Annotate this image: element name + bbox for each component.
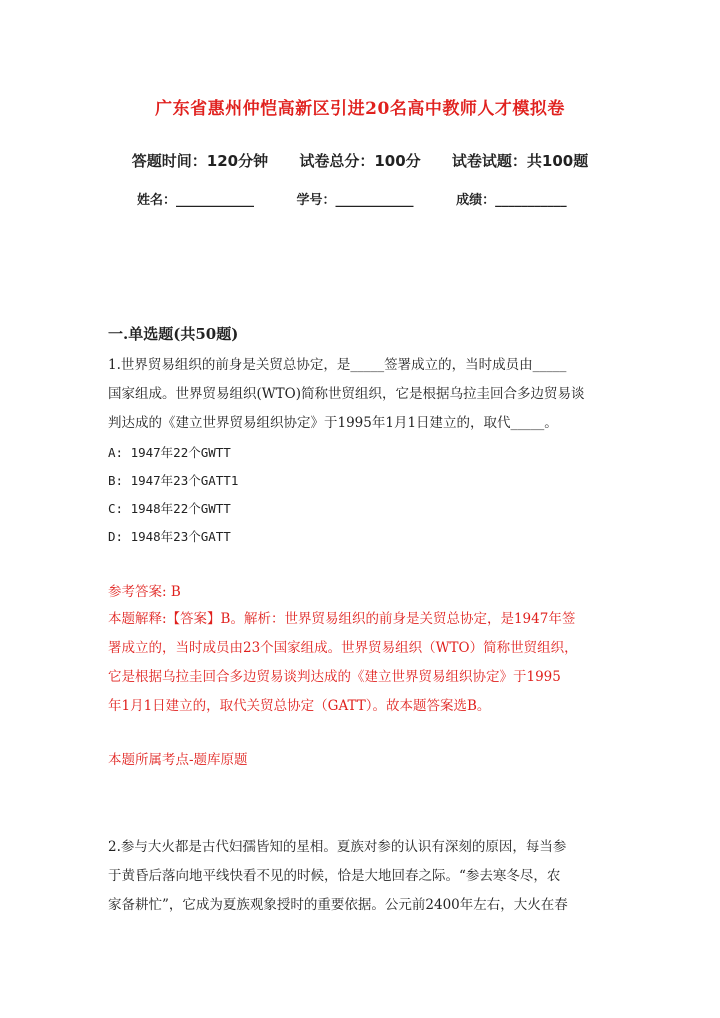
student-fields (137, 189, 617, 208)
explanation-line-1: 本题解释:【答案】B。解析：世界贸易组织的前身是关贸总协定，是1947年签 (108, 611, 576, 627)
question-1-line-3: 判达成的《建立世界贸易组织协定》于1995年1月1日建立的，取代_____。 (108, 415, 558, 431)
option-b: B: 1947年23个GATT1 (108, 473, 239, 488)
exam-question-count: 试卷试题：共100题 (451, 152, 589, 170)
exam-total-score: 试卷总分：100分 (299, 152, 421, 170)
answer: 参考答案: B (108, 584, 181, 600)
section-title: 一.单选题(共50题) (108, 325, 239, 343)
question-1-line-1: 1.世界贸易组织的前身是关贸总协定，是_____签署成立的，当时成员由_____ (108, 357, 567, 373)
question-1-line-2: 国家组成。世界贸易组织(WTO)简称世贸组织，它是根据乌拉圭回合多边贸易谈 (108, 386, 585, 402)
question-2-line-3: 家备耕忙”，它成为夏族观象授时的重要依据。公元前2400年左右，大火在春 (108, 897, 568, 913)
name-field: 姓名：____________ (137, 193, 255, 208)
explanation-line-2: 署成立的，当时成员由23个国家组成。世界贸易组织（WTO）简称世贸组织， (108, 640, 578, 656)
explanation-line-4: 年1月1日建立的，取代关贸总协定（GATT）。故本题答案选B。 (108, 698, 491, 714)
question-2-line-2: 于黄昏后落向地平线快看不见的时候，恰是大地回春之际。“参去寒冬尽，农 (108, 868, 561, 884)
option-a: A: 1947年22个GWTT (108, 445, 231, 460)
option-d: D: 1948年23个GATT (108, 529, 231, 544)
exam-time: 答题时间：120分钟 (131, 152, 269, 170)
explanation (108, 605, 608, 721)
score-field: 成绩：___________ (456, 193, 567, 208)
question-2-line-1: 2.参与大火都是古代妇孺皆知的星相。夏族对参的认识有深刻的原因，每当参 (108, 839, 567, 855)
exam-title: 广东省惠州仲恺高新区引进20名高中教师人才模拟卷 (155, 99, 565, 119)
exam-meta (0, 150, 720, 171)
topic: 本题所属考点-题库原题 (108, 752, 248, 768)
option-c: C: 1948年22个GWTT (108, 501, 231, 516)
student-id-field: 学号：____________ (296, 193, 414, 208)
explanation-line-3: 它是根据乌拉圭回合多边贸易谈判达成的《建立世界贸易组织协定》于1995 (108, 669, 561, 685)
